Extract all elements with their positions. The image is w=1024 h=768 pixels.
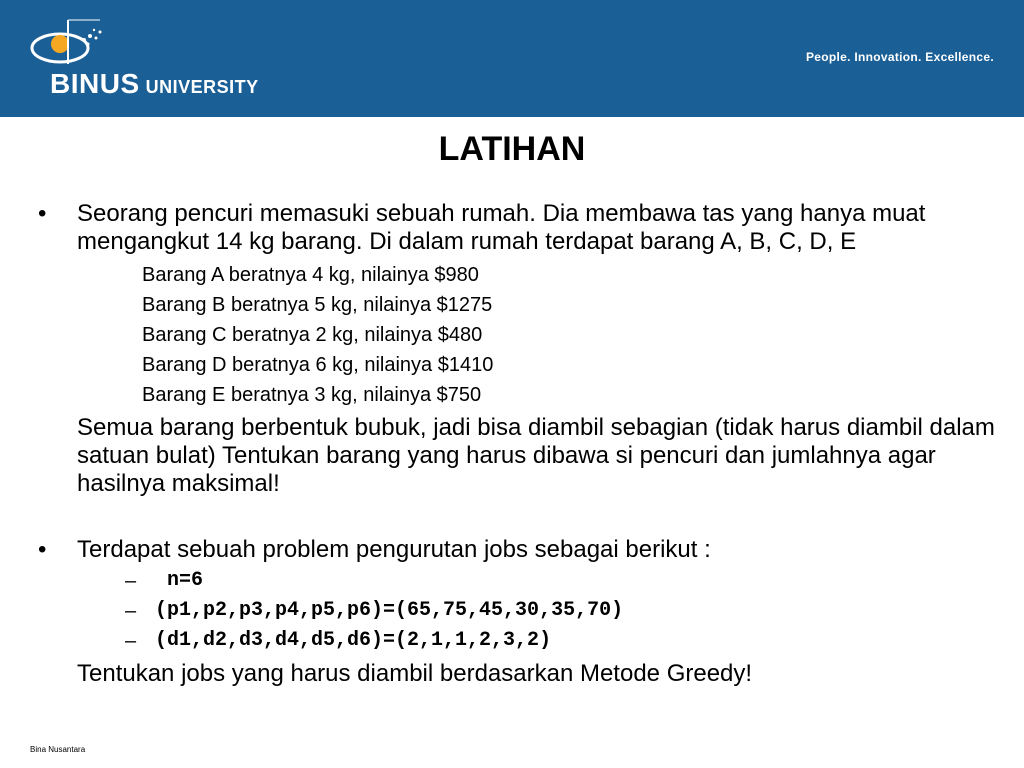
bullet-2-text: Terdapat sebuah problem pengurutan jobs sebagai berikut : bbox=[77, 536, 711, 563]
job-deadlines-text: (d1,d2,d3,d4,d5,d6)=(2,1,1,2,3,2) bbox=[155, 629, 552, 652]
dash-marker: – bbox=[125, 630, 137, 652]
item-barang-d: Barang D beratnya 6 kg, nilainya $1410 bbox=[142, 354, 494, 376]
logo-text-sub: UNIVERSITY bbox=[145, 77, 259, 97]
dash-marker: – bbox=[125, 570, 137, 592]
slide-header bbox=[0, 0, 1024, 117]
slide-content bbox=[30, 200, 1000, 688]
item-barang-e: Barang E beratnya 3 kg, nilainya $750 bbox=[142, 384, 482, 406]
logo-wordmark bbox=[50, 68, 259, 100]
slide-title: LATIHAN bbox=[438, 130, 586, 168]
footer-text: Bina Nusantara bbox=[30, 745, 86, 754]
item-barang-b: Barang B beratnya 5 kg, nilainya $1275 bbox=[142, 294, 493, 316]
job-n bbox=[30, 566, 1000, 596]
item-barang-a: Barang A beratnya 4 kg, nilainya $980 bbox=[142, 264, 479, 286]
bullet-1-conclusion: Semua barang berbentuk bubuk, jadi bisa diambil sebagian (tidak harus diambil dalam satuan bulat) Tentukan barang yang harus dibawa si pencuri dan jumlahnya agar hasilnya maksimal! bbox=[77, 414, 995, 497]
bullet-1-text: Seorang pencuri memasuki sebuah rumah. Dia membawa tas yang hanya muat mengangkut 14 kg barang. Di dalam rumah terdapat barang A, B, C, D, E bbox=[77, 200, 926, 255]
bullet-1 bbox=[30, 200, 1000, 256]
job-n-text: n=6 bbox=[155, 569, 204, 592]
job-profits bbox=[30, 596, 1000, 626]
logo-text-main: BINUS bbox=[50, 68, 140, 99]
binus-logo bbox=[22, 18, 312, 108]
tagline: People. Innovation. Excellence. bbox=[805, 50, 994, 64]
bullet-marker: • bbox=[38, 200, 47, 227]
item-barang-c: Barang C beratnya 2 kg, nilainya $480 bbox=[142, 324, 483, 346]
bullet-2-conclusion: Tentukan jobs yang harus diambil berdasarkan Metode Greedy! bbox=[77, 660, 753, 687]
dash-marker: – bbox=[125, 600, 137, 622]
job-profits-text: (p1,p2,p3,p4,p5,p6)=(65,75,45,30,35,70) bbox=[155, 599, 624, 622]
bullet-2 bbox=[30, 536, 1000, 564]
bullet-marker: • bbox=[38, 536, 47, 563]
job-deadlines bbox=[30, 626, 1000, 656]
